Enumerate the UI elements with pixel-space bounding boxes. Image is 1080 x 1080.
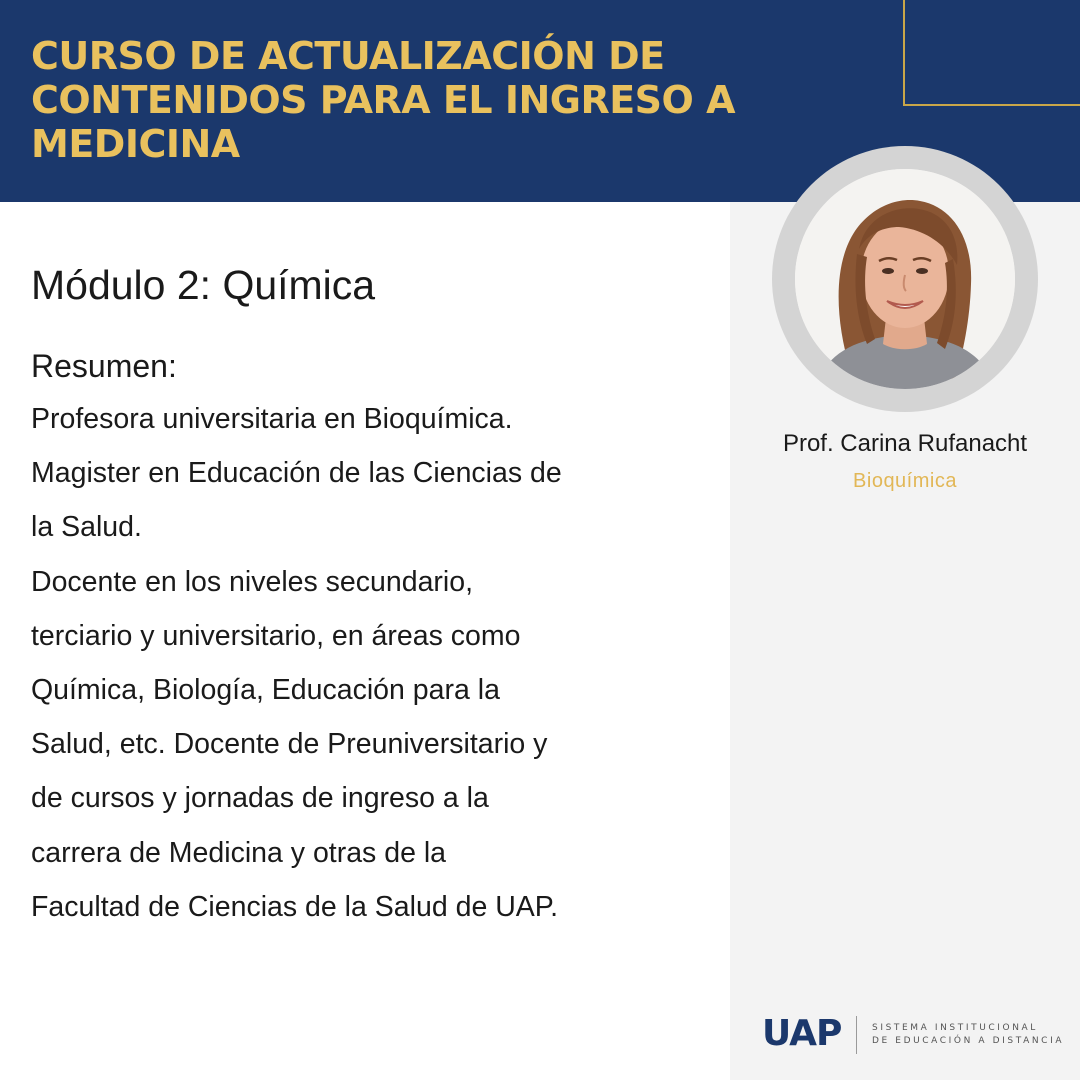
summary-line: de cursos y jornadas de ingreso a la — [31, 782, 489, 815]
summary-line: carrera de Medicina y otras de la — [31, 836, 447, 869]
summary-text — [31, 392, 721, 934]
logo-tagline-line-2: DE EDUCACIÓN A DISTANCIA — [872, 1036, 1065, 1046]
summary-line: Química, Biología, Educación para la — [31, 674, 500, 707]
module-title: Módulo 2: Química — [31, 262, 376, 308]
summary-line: Docente en los niveles secundario, — [31, 565, 474, 598]
summary-line: la Salud. — [31, 511, 142, 544]
logo-tagline-line-1: SISTEMA INSTITUCIONAL — [872, 1023, 1038, 1033]
course-title: CURSO DE ACTUALIZACIÓN DE CONTENIDOS PARA EL INGRESO A MEDICINA — [31, 34, 735, 166]
summary-line: Salud, etc. Docente de Preuniversitario y — [31, 728, 548, 761]
logo-tagline — [872, 1022, 1072, 1048]
professor-portrait-icon — [795, 169, 1015, 389]
summary-line: Profesora universitaria en Bioquímica. — [31, 403, 513, 435]
decorative-gold-line-horizontal — [903, 104, 1080, 106]
summary-label: Resumen: — [31, 348, 177, 384]
decorative-gold-line-vertical — [903, 0, 905, 106]
professor-area: Bioquímica — [853, 470, 957, 492]
summary-line: Magister en Educación de las Ciencias de — [31, 457, 562, 490]
summary-line: terciario y universitario, en áreas como — [31, 619, 521, 652]
uap-logo-mark: UAP — [762, 1013, 842, 1054]
professor-photo — [795, 169, 1015, 389]
summary-line: Facultad de Ciencias de la Salud de UAP. — [31, 890, 559, 923]
logo-divider — [856, 1016, 857, 1054]
professor-name: Prof. Carina Rufanacht — [782, 430, 1028, 457]
